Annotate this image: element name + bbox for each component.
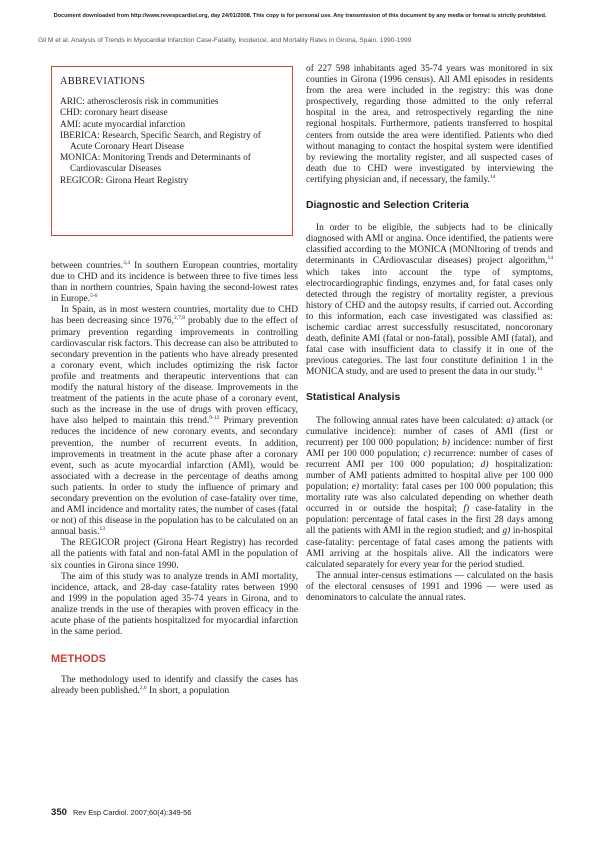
page-footer [51,807,191,818]
reference: 14 [547,255,553,262]
running-head: Gil M et al. Analysis of Trends in Myocardial Infarction Case-Fatality, Incidence, and Mortality Rates in Girona, Spain, 1990-1999 [38,37,412,44]
reference: 3,4 [123,259,130,266]
abbreviation-item: ARIC: atherosclerosis risk in communities [60,97,219,108]
paragraph: The methodology used to identify and classify the cases has already been published.$^{2,6}$ In short, a population [51,675,298,697]
left-column [51,261,298,697]
page-number: 350 [51,807,68,818]
reference: 9-12 [209,415,220,422]
abbreviation-item: CHD: coronary heart disease [60,108,168,119]
paragraph: between countries.$^{3,4}$ In southern European countries, mortality due to CHD and its incidence is between three to five times less than in northern countries, Spain having the second-lowest rates in Europe.$^{5-6}$ [51,259,298,305]
reference: 2,6 [139,685,147,692]
journal-citation: Rev Esp Cardiol. 2007;60(4):349-56 [73,808,192,817]
section-heading-diagnostic: Diagnostic and Selection Criteria [306,200,469,212]
abbreviation-item: REGICOR: Girona Heart Registry [60,175,189,186]
abbreviation-item: AMI: acute myocardial infarction [60,119,186,130]
paragraph: The aim of this study was to analyze trends in AMI mortality, incidence, attack, and 28-day case-fatality rates between 1990 and 1999 in the population aged 35-74 years in Girona, and to analize trends in the use of therapies with proven efficacy in the acute phase of the patients hospitalized for myocardial infarction in the same period. [51,571,298,638]
section-heading-statistical: Statistical Analysis [306,392,401,404]
paragraph: The annual inter-census estimations — calculated on the basis of the electoral censuses of 1991 and 1996 — were used as denominators to calculate the annual rates. [306,570,553,604]
paragraph: The REGICOR project (Girona Heart Registry) has recorded all the patients with fatal and non-fatal AMI in the population of six counties in Girona since 1990. [51,538,298,571]
abbreviations-box [51,66,293,236]
methods-heading: METHODS [51,653,106,666]
copyright-notice: Document downloaded from http://www.revespcardiol.org, day 24/01/2008. This copy is for personal use. Any transmission of this document by any media or format is strictly prohibited. [53,13,547,19]
paragraph: The following annual rates have been calculated: a) attack (or cumulative incidence): number of cases of AMI (first or recurrent) per 100 000 population; b) incidence: number of first AMI per 100 000 population; c) recurrence: number of cases of recurrent AMI per 100 000 population; d) hospitalization: number of AMI patients admitted to hospital alive per 100 000 population; e) mortality: fatal cases per 100 000 population; this mortality rate was also calculated depending on whether death occurred in or outside the hospital; f) case-fatality in the population: percentage of fatal cases in the first 28 days among all the patients with AMI in the region studied; and g) in-hospital case-fatality: percentage of fatal cases among the patients with AMI arriving at the hospitals alive. All the indicators were calculated separately for every year for the period studied. [306,415,554,570]
paragraph: In order to be eligible, the subjects had to be clinically diagnosed with AMI or angina. Once identified, the patients were classified according to the MONICA (MONItoring of trends and determinants in CArdiovascular diseases) project algorithm,$^{14}$ which takes into account the type of symptoms, electrocardiographic findings, enzymes and, for fatal cases only detected through the registry of mortality register, a previous history of CHD and the autopsy results, if carried out. According to this information, each case investigated was classified as: ischemic cardiac arrest successfully resuscitated, noncoronary death, definite AMI (fatal or non-fatal), possible AMI (fatal), and fatal case with insufficient data to classify it in one of the previous categories. The last four constitute definition 1 in the MONICA study, and are used to present the data in our study.$^{14}$ [306,223,553,378]
right-column [306,64,553,604]
reference: 5-6 [90,293,98,300]
paragraph: In Spain, as in most western countries, mortality due to CHD has been decreasing since 1976,$^{2,7,8}$ probably due to the effect of primary prevention regarding improvements in controlling cardiovascular risk factors. This decrease can also be attributed to secondary prevention in the patients who have already presented a coronary event, which includes optimizing the risk factor profile and treatments and therapeutic interventions that can modify the natural history of the disease. Improvements in the treatment of the patients in the acute phase of a coronary event, such as the increase in the use of drugs with proven efficacy, have also helped to maintain this trend.$^{9-12}$ Primary prevention reduces the incidence of new coronary events, and secondary prevention, the number of recurrent events. In addition, improvements in treatment in the acute phase after a coronary event, such as acute myocardial infarction (AMI), would be associated with a decrease in the percentage of deaths among such patients. In order to study the influence of primary and secondary prevention on the evolution of case-fatality over time, and AMI incidence and mortality rates, the number of cases (fatal or not) of this disease in the population has to be calculated on an annual basis.$^{13}$ [51,305,298,538]
reference: 13 [99,526,105,533]
reference: 2,7,8 [173,315,185,322]
abbreviation-item: MONICA: Monitoring Trends and Determinants of Cardiovascular Diseases [60,153,251,175]
reference: 14 [536,366,543,373]
paragraph: of 227 598 inhabitants aged 35-74 years was monitored in six counties in Girona (1996 census). All AMI episodes in residents from the area were included in the registry: this was done prospectively, regarding those admitted to the only referral hospital in the area, and retrospectively regarding the nine regional hospitals. Furthermore, patients transferred to hospital centers from outside the area were identified. Patients who died without managing to contact the hospital system were identified by reviewing the mortality register, and all suspected cases of death due to CHD were investigated by interviewing the certifying physician and, if necessary, the family.$^{14}$ [306,64,553,185]
abbreviation-item: IBERICA: Research, Specific Search, and Registry of Acute Coronary Heart Disease [60,130,261,153]
abbreviations-title: ABBREVIATIONS [60,76,146,87]
reference: 14 [489,173,496,180]
